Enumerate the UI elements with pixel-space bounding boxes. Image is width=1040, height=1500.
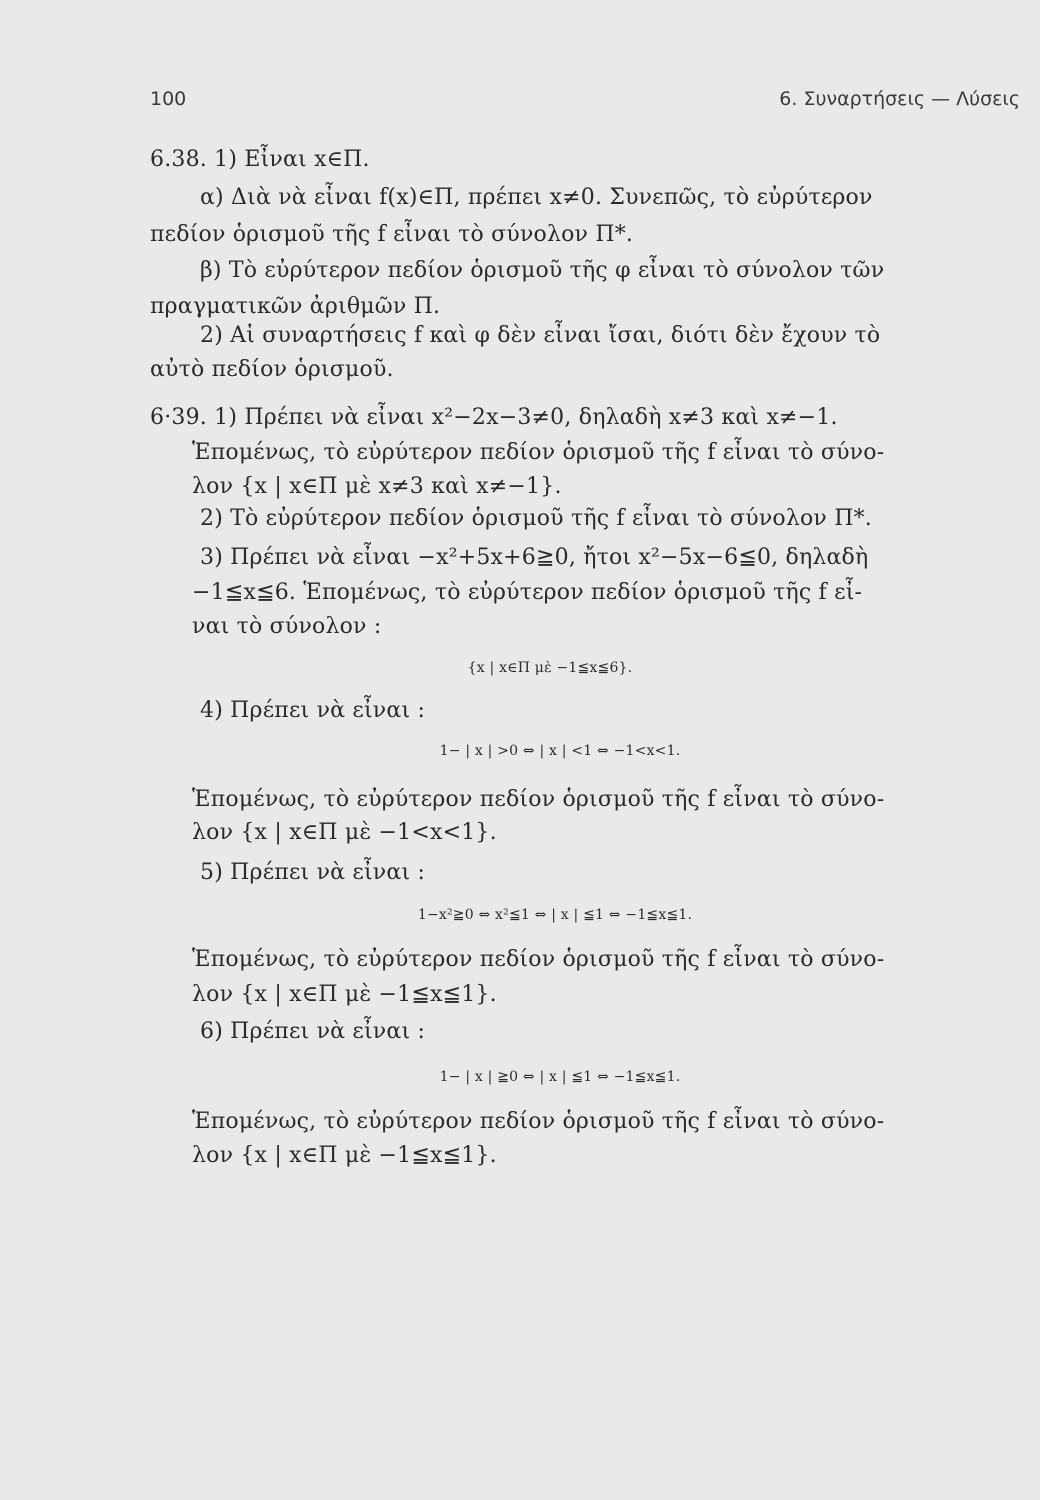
text-line: πεδίον ὁρισμοῦ τῆς f εἶναι τὸ σύνολον Π*. [150,222,634,247]
text-line: 2) Τὸ εὐρύτερον πεδίον ὁρισμοῦ τῆς f εἶναι τὸ σύνολον Π*. [200,506,872,531]
problem-6-38-intro: 6.38. 1) Εἶναι x∈Π. [150,147,370,172]
text-line: Ἑπομένως, τὸ εὐρύτερον πεδίον ὁρισμοῦ τῆς f εἶναι τὸ σύνο- [192,947,885,972]
text-line: 5) Πρέπει νὰ εἶναι : [200,860,426,885]
page-number: 100 [150,88,187,110]
problem-6-39-intro: 6·39. 1) Πρέπει νὰ εἶναι x²−2x−3≠0, δηλαδὴ x≠3 καὶ x≠−1. [150,405,838,430]
text-line: 6) Πρέπει νὰ εἶναι : [200,1019,426,1044]
text-line: αὐτὸ πεδίον ὁρισμοῦ. [150,357,394,382]
text-line: λον {x | x∈Π μὲ −1≦x≦1}. [192,1143,497,1168]
display-equation: 1− | x | ≧0 ⇔ | x | ≦1 ⇔ −1≦x≦1. [439,1069,681,1085]
text-line: α) Διὰ νὰ εἶναι f(x)∈Π, πρέπει x≠0. Συνεπῶς, τὸ εὐρύτερον [200,185,873,210]
text-line: Ἑπομένως, τὸ εὐρύτερον πεδίον ὁρισμοῦ τῆς f εἶναι τὸ σύνο- [192,787,885,812]
display-equation: {x | x∈Π μὲ −1≦x≦6}. [467,660,633,676]
text-line: ναι τὸ σύνολον : [192,614,382,639]
text-line: −1≦x≦6. Ἑπομένως, τὸ εὐρύτερον πεδίον ὁρισμοῦ τῆς f εἶ- [192,580,863,605]
display-equation: 1− | x | >0 ⇔ | x | <1 ⇔ −1<x<1. [439,743,681,759]
text-line: λον {x | x∈Π μὲ x≠3 καὶ x≠−1}. [192,474,562,499]
text-line: 2) Αἱ συναρτήσεις f καὶ φ δὲν εἶναι ἴσαι, διότι δὲν ἔχουν τὸ [200,323,881,348]
text-line: 4) Πρέπει νὰ εἶναι : [200,698,426,723]
text-line: πραγματικῶν ἀριθμῶν Π. [150,294,441,319]
display-equation: 1−x²≧0 ⇔ x²≦1 ⇔ | x | ≦1 ⇔ −1≦x≦1. [417,907,693,923]
text-line: β) Τὸ εὐρύτερον πεδίον ὁρισμοῦ τῆς φ εἶναι τὸ σύνολον τῶν [200,258,885,283]
text-line: Ἑπομένως, τὸ εὐρύτερον πεδίον ὁρισμοῦ τῆς f εἶναι τὸ σύνο- [192,1109,885,1134]
text-line: λον {x | x∈Π μὲ −1<x<1}. [192,820,497,845]
text-line: Ἑπομένως, τὸ εὐρύτερον πεδίον ὁρισμοῦ τῆς f εἶναι τὸ σύνο- [192,440,885,465]
chapter-title: 6. Συναρτήσεις — Λύσεις [779,88,1020,110]
text-line: 3) Πρέπει νὰ εἶναι −x²+5x+6≧0, ἤτοι x²−5x−6≦0, δηλαδὴ [200,545,869,570]
text-line: λον {x | x∈Π μὲ −1≦x≦1}. [192,982,497,1007]
